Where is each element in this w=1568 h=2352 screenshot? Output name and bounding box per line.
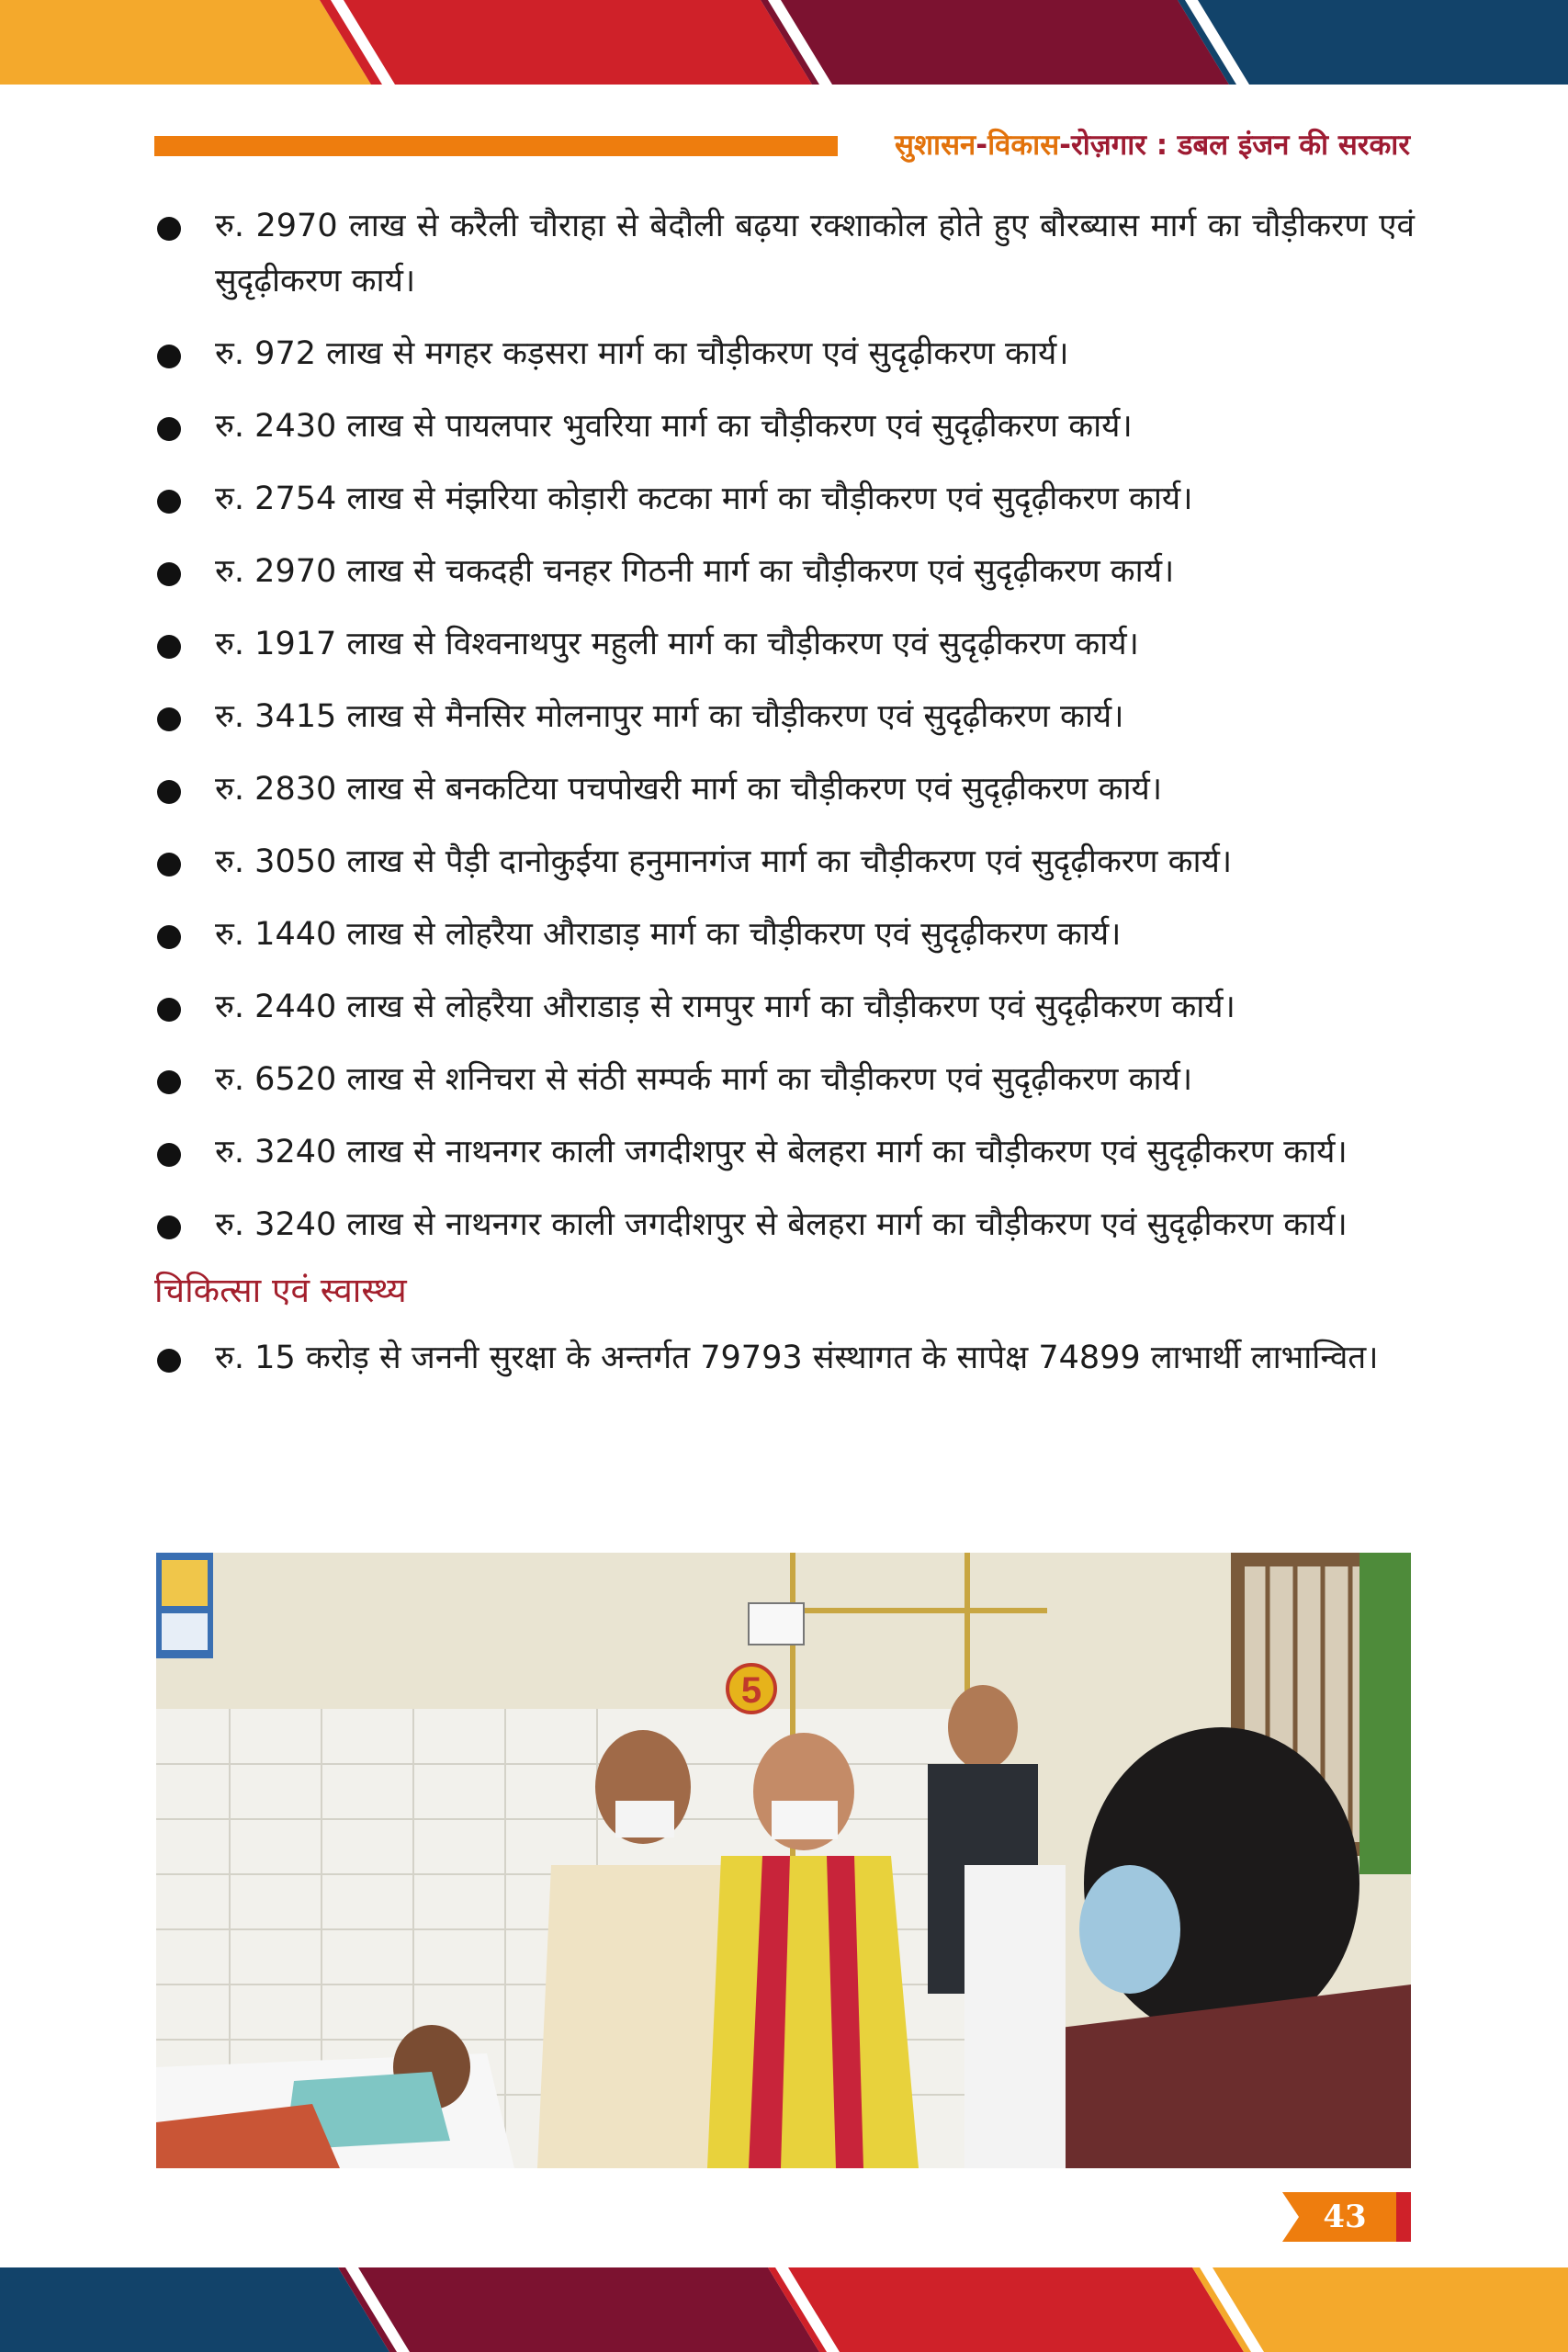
road-projects-list	[154, 198, 1415, 1252]
page-number: 43	[1323, 2199, 1367, 2235]
header-rule	[154, 136, 838, 156]
list-item: रु. 2970 लाख से चकदही चनहर गिठनी मार्ग का चौड़ीकरण एवं सुदृढ़ीकरण कार्य।	[154, 544, 1415, 599]
list-item: रु. 2754 लाख से मंझरिया कोड़ारी कटका मार्ग का चौड़ीकरण एवं सुदृढ़ीकरण कार्य।	[154, 471, 1415, 526]
list-item: रु. 2970 लाख से करैली चौराहा से बेदौली बढ़या रक्शाकोल होते हुए बौरब्यास मार्ग का चौड़ीकरण एवं सुदृढ़ीकरण कार्य।	[154, 198, 1415, 309]
bottom-color-band	[0, 2267, 1568, 2352]
list-item: रु. 2440 लाख से लोहरैया औराडाड़ से रामपुर मार्ग का चौड़ीकरण एवं सुदृढ़ीकरण कार्य।	[154, 979, 1415, 1035]
list-item: रु. 3415 लाख से मैनसिर मोलनापुर मार्ग का चौड़ीकरण एवं सुदृढ़ीकरण कार्य।	[154, 689, 1415, 744]
list-item: रु. 6520 लाख से शनिचरा से संठी सम्पर्क मार्ग का चौड़ीकरण एवं सुदृढ़ीकरण कार्य।	[154, 1052, 1415, 1107]
list-item: रु. 972 लाख से मगहर कड़सरा मार्ग का चौड़ीकरण एवं सुदृढ़ीकरण कार्य।	[154, 326, 1415, 381]
list-item: रु. 1440 लाख से लोहरैया औराडाड़ मार्ग का चौड़ीकरण एवं सुदृढ़ीकरण कार्य।	[154, 907, 1415, 962]
running-header-title	[895, 125, 1410, 165]
list-item: रु. 3240 लाख से नाथनगर काली जगदीशपुर से बेलहरा मार्ग का चौड़ीकरण एवं सुदृढ़ीकरण कार्य।	[154, 1197, 1415, 1252]
list-item: रु. 3050 लाख से पैड़ी दानोकुईया हनुमानगंज मार्ग का चौड़ीकरण एवं सुदृढ़ीकरण कार्य।	[154, 834, 1415, 889]
bed-number-label: 5	[740, 1670, 762, 1711]
page-number-badge	[1282, 2192, 1411, 2242]
hospital-visit-photo	[156, 1553, 1411, 2168]
health-list	[154, 1330, 1415, 1385]
top-color-band	[0, 0, 1568, 85]
header-title-part2: विकास	[987, 129, 1060, 162]
list-item: रु. 2430 लाख से पायलपार भुवरिया मार्ग का चौड़ीकरण एवं सुदृढ़ीकरण कार्य।	[154, 399, 1415, 454]
header-title-part3: रोज़गार : डबल इंजन की सरकार	[1071, 129, 1410, 162]
list-item: रु. 2830 लाख से बनकटिया पचपोखरी मार्ग का चौड़ीकरण एवं सुदृढ़ीकरण कार्य।	[154, 762, 1415, 817]
section-heading-health: चिकित्सा एवं स्वास्थ्य	[154, 1271, 407, 1310]
page-content	[154, 198, 1415, 1403]
header-title-sep1: -	[976, 129, 988, 162]
header-title-sep2: -	[1059, 129, 1072, 162]
list-item: रु. 15 करोड़ से जननी सुरक्षा के अन्तर्गत 79793 संस्थागत के सापेक्ष 74899 लाभार्थी लाभान्वित।	[154, 1330, 1415, 1385]
header-title-part1: सुशासन	[895, 129, 976, 162]
list-item: रु. 3240 लाख से नाथनगर काली जगदीशपुर से बेलहरा मार्ग का चौड़ीकरण एवं सुदृढ़ीकरण कार्य।	[154, 1125, 1415, 1180]
list-item: रु. 1917 लाख से विश्वनाथपुर महुली मार्ग का चौड़ीकरण एवं सुदृढ़ीकरण कार्य।	[154, 616, 1415, 672]
